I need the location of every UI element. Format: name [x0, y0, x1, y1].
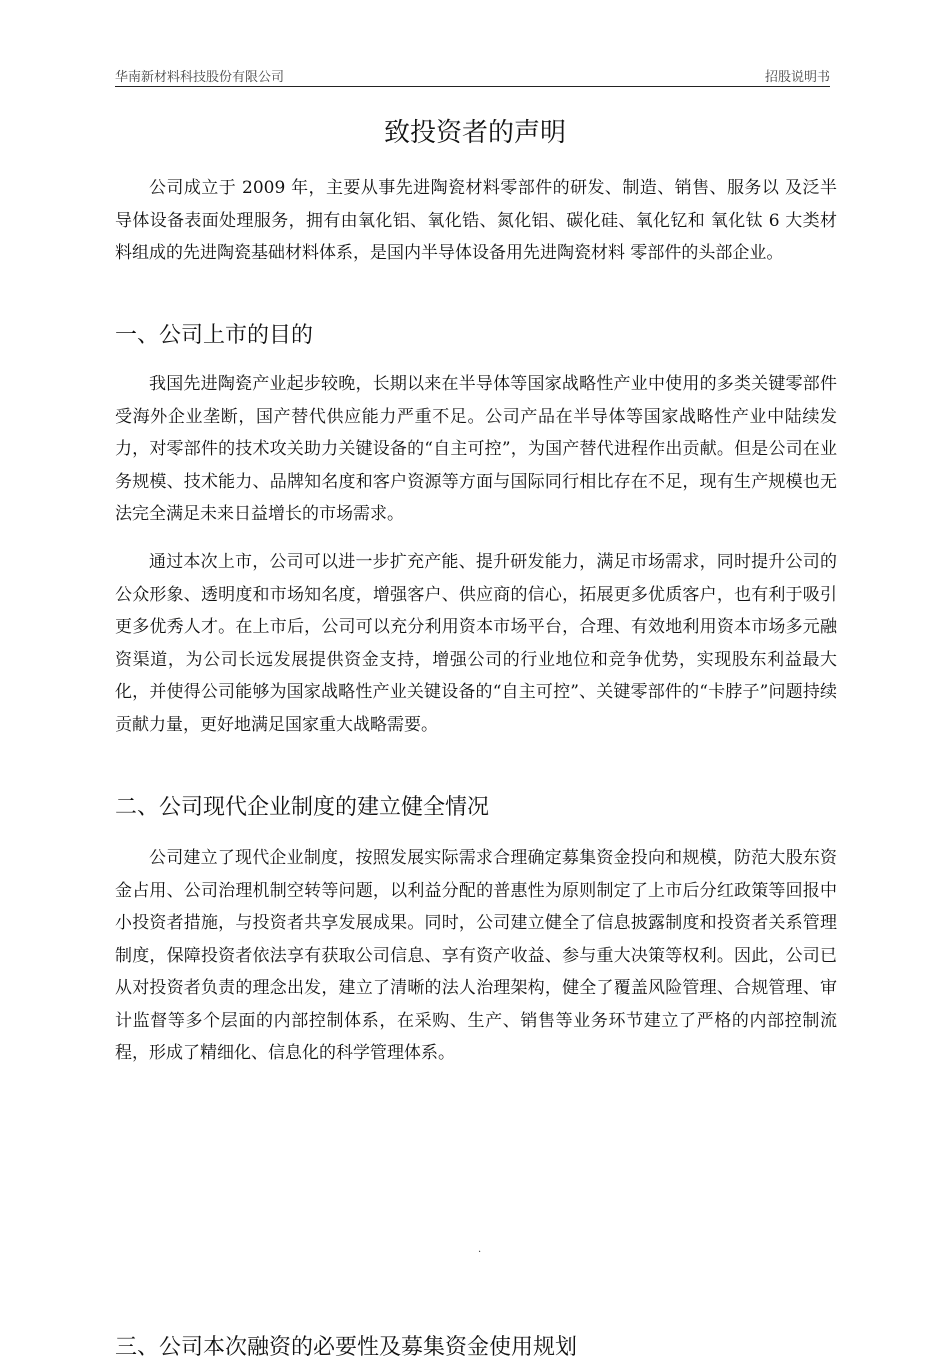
section-heading-listing-purpose: 一、公司上市的目的 [115, 323, 314, 348]
page-title: 致投资者的声明 [383, 118, 566, 148]
header-document-type: 招股说明书 [764, 70, 830, 85]
page-marker: . [478, 1244, 482, 1255]
page-header [115, 62, 830, 87]
body-paragraph: 通过本次上市，公司可以进一步扩充产能、提升研发能力，满足市场需求，同时提升公司的公众形象、透明度和市场知名度，增强客户、供应商的信心，拓展更多优质客户，也有利于吸引更多优秀人才。在上市后，公司可以充分利用资本市场平台，合理、有效地利用资本市场多元融资渠道，为公司长远发展提供资金支持，增强公司的行业地位和竞争优势，实现股东利益最大化，并使得公司能够为国家战略性产业关键设备的“自主可控”、关键零部件的“卡脖子”问题持续贡献力量，更好地满足国家重大战略需要。 [115, 552, 837, 735]
intro-paragraph: 公司成立于 2009 年，主要从事先进陶瓷材料零部件的研发、制造、销售、服务以 及泛半导体设备表面处理服务，拥有由氧化铝、氧化锆、氮化铝、碳化硅、氧化钇和 氧化钛 6 大类材料组成的先进陶瓷基础材料体系，是国内半导体设备用先进陶瓷材料 零部件的头部企业。 [115, 178, 837, 263]
body-paragraph: 我国先进陶瓷产业起步较晚，长期以来在半导体等国家战略性产业中使用的多类关键零部件受海外企业垄断，国产替代供应能力严重不足。公司产品在半导体等国家战略性产业中陆续发力，对零部件的技术攻关助力关键设备的“自主可控”，为国产替代进程作出贡献。但是公司在业务规模、技术能力、品牌知名度和客户资源等方面与国际同行相比存在不足，现有生产规模也无法完全满足未来日益增长的市场需求。 [115, 374, 837, 524]
header-company-name: 华南新材料科技股份有限公司 [115, 70, 285, 85]
section-heading-financing-necessity: 三、公司本次融资的必要性及募集资金使用规划 [115, 1335, 578, 1360]
body-paragraph: 公司建立了现代企业制度，按照发展实际需求合理确定募集资金投向和规模，防范大股东资金占用、公司治理机制空转等问题，以利益分配的普惠性为原则制定了上市后分红政策等回报中小投资者措施，与投资者共享发展成果。同时，公司建立健全了信息披露制度和投资者关系管理制度，保障投资者依法享有获取公司信息、享有资产收益、参与重大决策等权利。因此，公司已从对投资者负责的理念出发，建立了清晰的法人治理架构，健全了覆盖风险管理、合规管理、审计监督等多个层面的内部控制体系，在采购、生产、销售等业务环节建立了严格的内部控制流程，形成了精细化、信息化的科学管理体系。 [115, 848, 837, 1063]
section-heading-corporate-system: 二、公司现代企业制度的建立健全情况 [115, 795, 490, 820]
